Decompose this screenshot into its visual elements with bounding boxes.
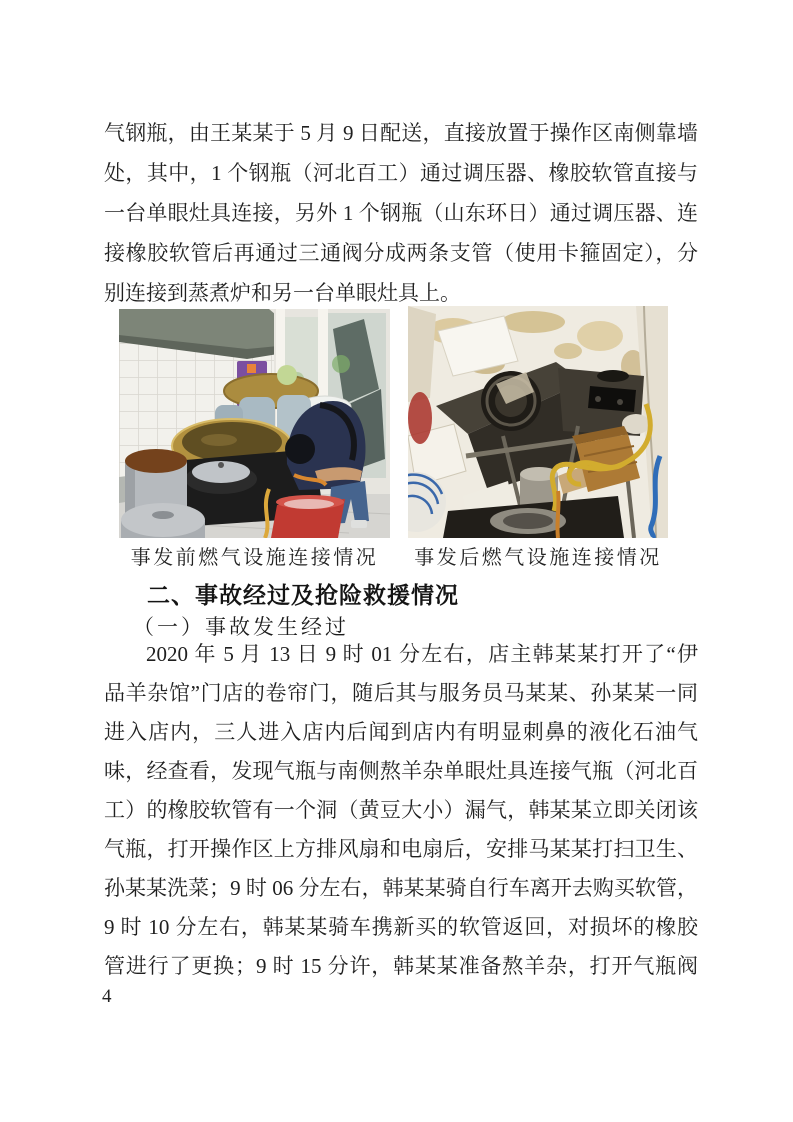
caption-before: 事发前燃气设施连接情况: [130, 547, 379, 569]
paragraph-line: 进入店内，三人进入店内后闻到店内有明显刺鼻的液化石油气: [104, 720, 698, 744]
subsection-heading: （一）事故发生经过: [133, 615, 349, 639]
photo-after-accident: [408, 306, 668, 538]
paragraph-line: 孙某某洗菜；9 时 06 分左右，韩某某骑自行车离开去购买软管，: [104, 876, 698, 900]
paragraph-line: 处，其中，1 个钢瓶（河北百工）通过调压器、橡胶软管直接与: [104, 161, 698, 185]
paragraph-line: 气瓶，打开操作区上方排风扇和电扇后，安排马某某打扫卫生、: [104, 837, 698, 861]
red-basket: [271, 495, 345, 538]
paragraph-line: 2020 年 5 月 13 日 9 时 01 分左右，店主韩某某打开了“伊: [146, 642, 698, 666]
paragraph-line: 别连接到蒸煮炉和另一台单眼灶具上。: [104, 281, 461, 305]
paragraph-line: 9 时 10 分左右，韩某某骑车携新买的软管返回，对损坏的橡胶: [104, 915, 698, 939]
page-number: 4: [102, 986, 112, 1007]
photo-before-accident: [119, 309, 390, 538]
lidded-pot: [121, 503, 205, 537]
caption-after: 事发后燃气设施连接情况: [414, 547, 662, 569]
paragraph-line: 一台单眼灶具连接，另外 1 个钢瓶（山东环日）通过调压器、连: [104, 201, 698, 225]
red-stain: [408, 392, 432, 444]
section-heading: 二、事故经过及抢险救援情况: [147, 582, 459, 608]
paragraph-line: 品羊杂馆”门店的卷帘门，随后其与服务员马某某、孙某某一同: [104, 681, 698, 705]
yellow-gas-hose: [265, 489, 269, 538]
paragraph-line: 管进行了更换；9 时 15 分许，韩某某准备熬羊杂，打开气瓶阀: [104, 954, 698, 978]
paragraph-line: 味，经查看，发现气瓶与南侧熬羊杂单眼灶具连接气瓶（河北百: [104, 759, 698, 783]
body-paragraph: [104, 635, 698, 986]
paragraph-line: 接橡胶软管后再通过三通阀分成两条支管（使用卡箍固定），分: [104, 241, 698, 265]
paragraph-line: 工）的橡胶软管有一个洞（黄豆大小）漏气，韩某某立即关闭该: [104, 798, 698, 822]
intro-paragraph: [104, 113, 698, 313]
photo-after-illustration: [408, 306, 668, 538]
paragraph-line: 气钢瓶，由王某某于 5 月 9 日配送，直接放置于操作区南侧靠墙: [104, 121, 698, 145]
orange-hose: [557, 491, 558, 538]
photo-before-illustration: [119, 309, 390, 538]
